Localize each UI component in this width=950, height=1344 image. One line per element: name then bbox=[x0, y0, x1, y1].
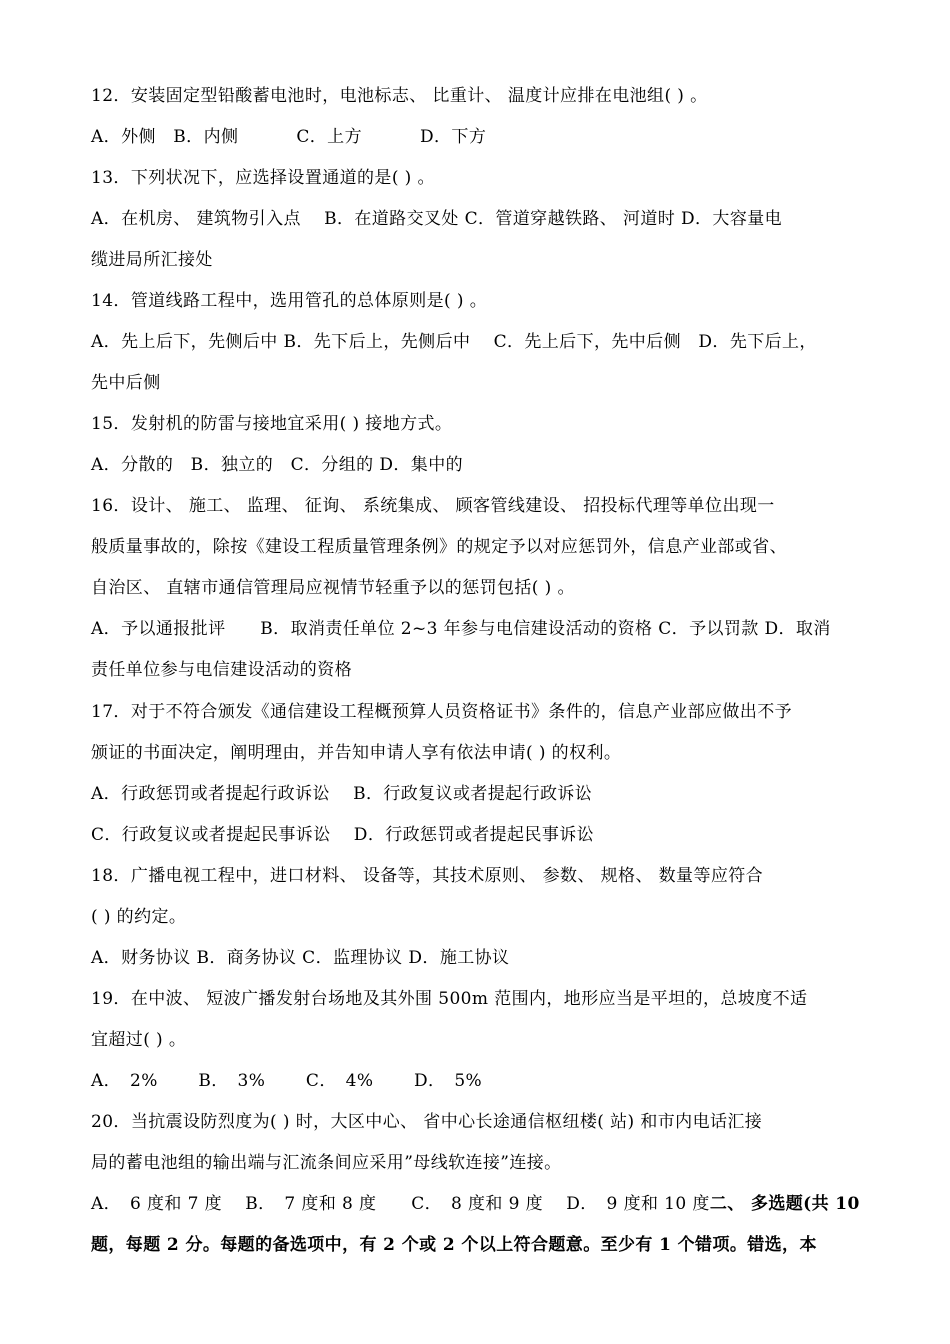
question-20-stem: 20．当抗震设防烈度为( ) 时，大区中心、 省中心长途通信枢纽楼( 站) 和市内电话汇接 bbox=[91, 1112, 763, 1132]
question-18-stem-cont: ( ) 的约定。 bbox=[91, 907, 187, 927]
question-15-options: A．分散的 B．独立的 C．分组的 D．集中的 bbox=[91, 455, 464, 475]
question-20-options-line bbox=[91, 1192, 891, 1216]
question-19-stem-cont: 宜超过( ) 。 bbox=[91, 1030, 187, 1050]
question-16-stem-cont: 般质量事故的，除按《建设工程质量管理条例》的规定予以对应惩罚外，信息产业部或省、 bbox=[91, 537, 787, 557]
question-12-options: A．外侧 B．内侧 C．上方 D．下方 bbox=[91, 127, 487, 147]
section-2-instructions: 题，每题 2 分。每题的备选项中，有 2 个或 2 个以上符合题意。至少有 1 个错项。错选，本 bbox=[91, 1235, 817, 1255]
section-2-heading: 二、 多选题(共 10 bbox=[709, 1194, 860, 1214]
question-18-stem: 18．广播电视工程中，进口材料、 设备等，其技术原则、 参数、 规格、 数量等应符合 bbox=[91, 866, 764, 886]
question-16-stem-end: 自治区、 直辖市通信管理局应视情节轻重予以的惩罚包括( ) 。 bbox=[91, 578, 575, 598]
question-17-options-cd: C．行政复议或者提起民事诉讼 D．行政惩罚或者提起民事诉讼 bbox=[91, 825, 595, 845]
question-17-stem: 17．对于不符合颁发《通信建设工程概预算人员资格证书》条件的，信息产业部应做出不予 bbox=[91, 702, 793, 722]
question-19-stem: 19．在中波、 短波广播发射台场地及其外围 500m 范围内，地形应当是平坦的，总坡度不适 bbox=[91, 989, 808, 1009]
question-14-options: A．先上后下，先侧后中 B．先下后上，先侧后中 C．先上后下，先中后侧 D．先下后上， bbox=[91, 332, 817, 352]
question-13-options-cont: 缆进局所汇接处 bbox=[91, 250, 213, 270]
question-20-stem-cont: 局的蓄电池组的输出端与汇流条间应采用”母线软连接”连接。 bbox=[91, 1153, 562, 1173]
question-12-stem: 12．安装固定型铅酸蓄电池时，电池标志、 比重计、 温度计应排在电池组( ) 。 bbox=[91, 86, 708, 106]
question-17-stem-cont: 颁证的书面决定，阐明理由，并告知申请人享有依法申请( ) 的权利。 bbox=[91, 743, 622, 763]
question-20-options: A． 6 度和 7 度 B． 7 度和 8 度 C． 8 度和 9 度 D． 9 度和 10 度 bbox=[91, 1194, 710, 1214]
question-16-options: A．予以通报批评 B．取消责任单位 2~3 年参与电信建设活动的资格 C．予以罚款 D．取消 bbox=[91, 619, 831, 639]
question-16-options-cont: 责任单位参与电信建设活动的资格 bbox=[91, 660, 352, 680]
question-14-stem: 14．管道线路工程中，选用管孔的总体原则是( ) 。 bbox=[91, 291, 488, 311]
question-16-stem: 16．设计、 施工、 监理、 征询、 系统集成、 顾客管线建设、 招投标代理等单位出现一 bbox=[91, 496, 775, 516]
question-13-options: A．在机房、 建筑物引入点 B．在道路交叉处 C．管道穿越铁路、 河道时 D．大容量电 bbox=[91, 209, 783, 229]
question-14-options-cont: 先中后侧 bbox=[91, 373, 161, 393]
question-19-options: A． 2% B． 3% C． 4% D． 5% bbox=[91, 1071, 483, 1091]
question-18-options: A．财务协议 B．商务协议 C．监理协议 D．施工协议 bbox=[91, 948, 510, 968]
question-13-stem: 13．下列状况下，应选择设置通道的是( ) 。 bbox=[91, 168, 435, 188]
question-17-options-ab: A．行政惩罚或者提起行政诉讼 B．行政复议或者提起行政诉讼 bbox=[91, 784, 593, 804]
question-15-stem: 15．发射机的防雷与接地宜采用( ) 接地方式。 bbox=[91, 414, 453, 434]
